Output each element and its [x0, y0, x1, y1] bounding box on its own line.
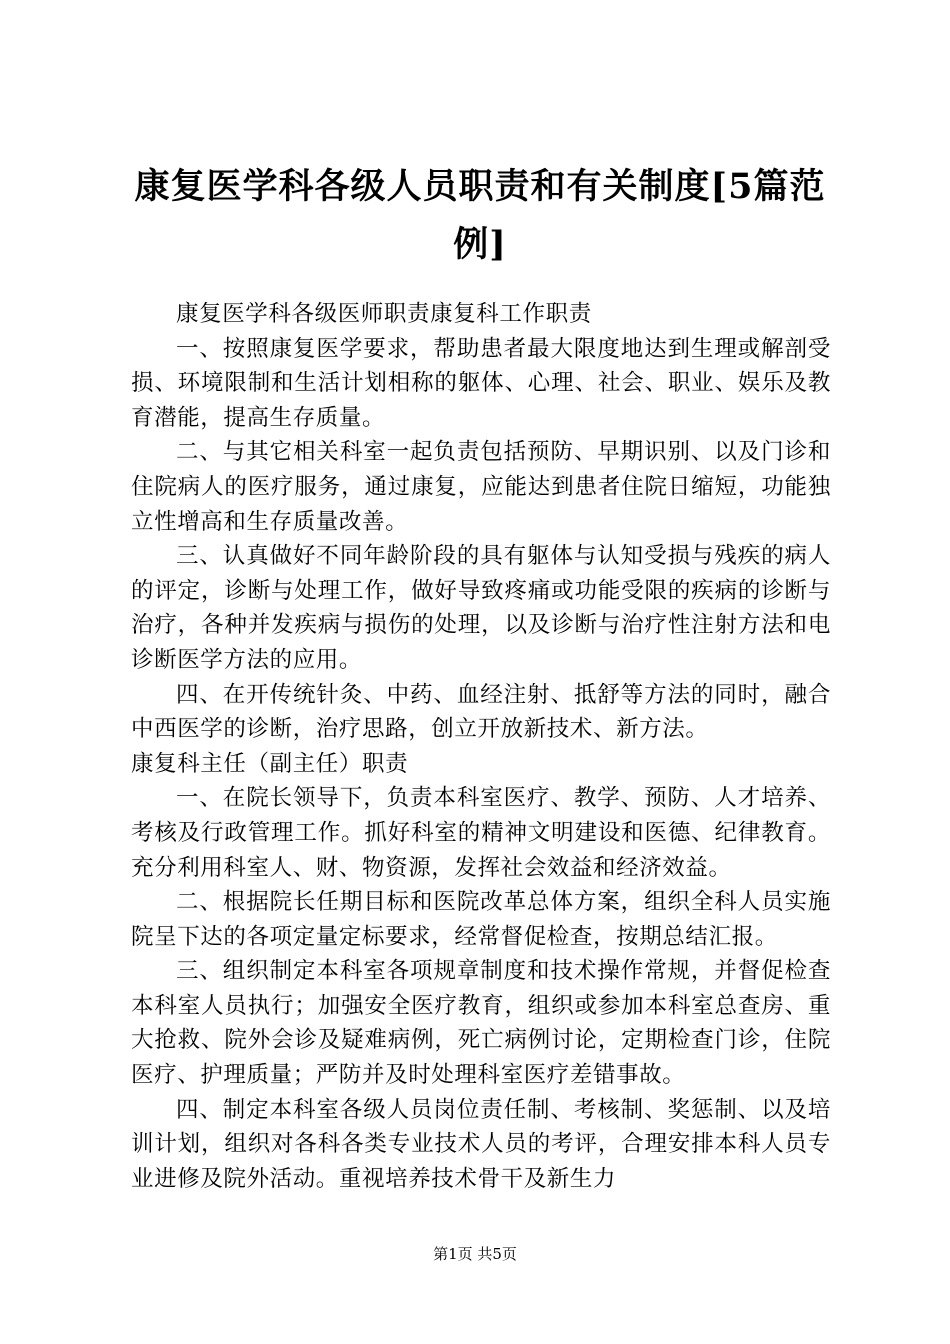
paragraph: 二、根据院长任期目标和医院改革总体方案，组织全科人员实施院呈下达的各项定量定标要求，经常督促检查，按期总结汇报。 [131, 889, 831, 950]
page-footer: 第1页 共5页 [433, 1245, 517, 1263]
paragraph: 二、与其它相关科室一起负责包括预防、早期识别、以及门诊和住院病人的医疗服务，通过康复，应能达到患者住院日缩短，功能独立性增高和生存质量改善。 [131, 439, 831, 535]
document-body [131, 297, 831, 1196]
section-heading: 康复科主任（副主任）职责 [131, 750, 409, 777]
paragraph: 三、组织制定本科室各项规章制度和技术操作常规，并督促检查本科室人员执行；加强安全医疗教育，组织或参加本科室总查房、重大抢救、院外会诊及疑难病例，死亡病例讨论，定期检查门诊，住院医疗、护理质量；严防并及时处理科室医疗差错事故。 [131, 958, 831, 1089]
paragraph: 三、认真做好不同年龄阶段的具有躯体与认知受损与残疾的病人的评定，诊断与处理工作，做好导致疼痛或功能受限的疾病的诊断与治疗，各种并发疾病与损伤的处理，以及诊断与治疗性注射方法和电诊断医学方法的应用。 [131, 543, 831, 673]
document-title: 康复医学科各级人员职责和有关制度[5篇范例] [134, 166, 826, 265]
paragraph: 四、制定本科室各级人员岗位责任制、考核制、奖惩制、以及培训计划，组织对各科各类专业技术人员的考评，合理安排本科人员专业进修及院外活动。重视培养技术骨干及新生力 [131, 1096, 831, 1192]
paragraph: 一、按照康复医学要求，帮助患者最大限度地达到生理或解剖受损、环境限制和生活计划相称的躯体、心理、社会、职业、娱乐及教育潜能，提高生存质量。 [131, 335, 831, 431]
paragraph: 康复医学科各级医师职责康复科工作职责 [176, 301, 592, 327]
paragraph: 一、在院长领导下，负责本科室医疗、教学、预防、人才培养、考核及行政管理工作。抓好科室的精神文明建设和医德、纪律教育。充分利用科室人、财、物资源，发挥社会效益和经济效益。 [131, 785, 831, 881]
paragraph: 四、在开传统针灸、中药、血经注射、抵舒等方法的同时，融合中西医学的诊断，治疗思路，创立开放新技术、新方法。 [131, 681, 831, 743]
